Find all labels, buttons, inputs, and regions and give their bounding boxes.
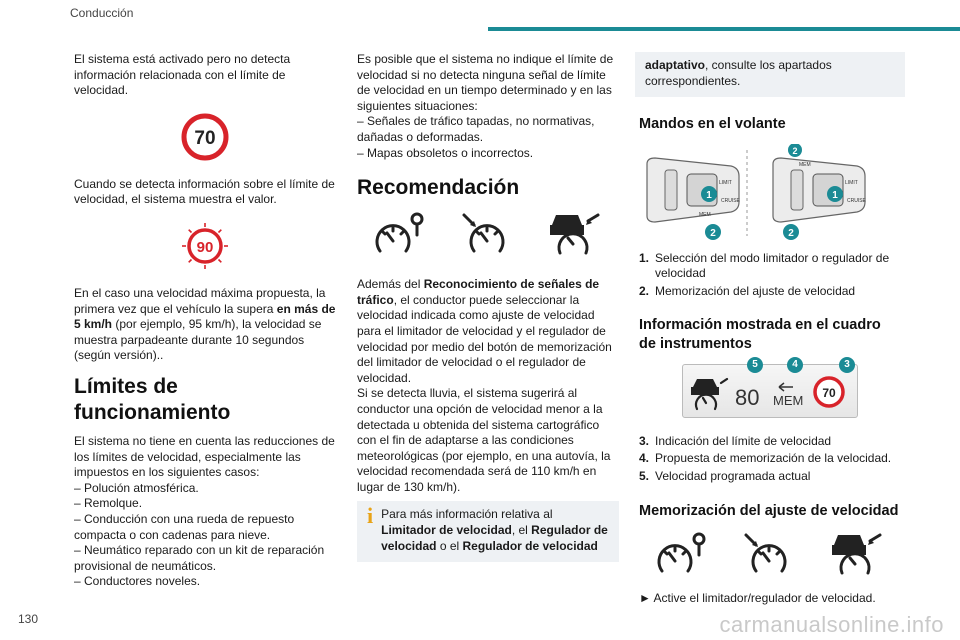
header-accent-bar — [488, 27, 960, 31]
info-box — [357, 501, 619, 562]
adaptive-cruise-icon — [546, 211, 602, 257]
marker-3: 3 — [839, 357, 855, 373]
svg-text:2: 2 — [792, 146, 798, 157]
list-item: – Mapas obsoletos o incorrectos. — [357, 145, 534, 160]
list-item: 1. Selección del modo limitador o regulador de velocidad — [639, 250, 890, 281]
marker-5: 5 — [747, 357, 763, 373]
heading-limits: Límites de funcionamiento — [74, 374, 231, 424]
cluster-list — [639, 434, 901, 485]
heading-steering-controls: Mandos en el volante — [639, 116, 786, 133]
list-item: 3. Indicación del límite de velocidad — [639, 433, 832, 448]
list-item: – Neumático reparado con un kit de reparación provisional de neumáticos. — [74, 543, 325, 573]
speed-sign-90 — [74, 222, 336, 270]
info-box-continued — [635, 52, 905, 97]
svg-text:LIMIT: LIMIT — [845, 180, 858, 187]
steering-controls-diagram — [639, 144, 901, 242]
header-section-title: Conducción — [70, 6, 134, 20]
paragraph-detected: Cuando se detecta información sobre el límite de velocidad, el sistema muestra el valor. — [74, 176, 335, 207]
svg-text:CRUISE: CRUISE — [847, 198, 866, 205]
heading-memorization: Memorización del ajuste de velocidad — [639, 503, 899, 520]
list-item: – Conducción con una rueda de repuesto compacta o con cadenas para nieve. — [74, 511, 295, 542]
page-number: 130 — [18, 612, 39, 626]
svg-text:2: 2 — [710, 228, 716, 240]
svg-text:CRUISE: CRUISE — [721, 198, 740, 205]
svg-text:1: 1 — [832, 190, 838, 202]
column-1 — [74, 52, 336, 590]
svg-text:1: 1 — [706, 190, 712, 202]
paragraph-flashing: En el caso una velocidad máxima propuesta, la primera vez que el vehículo la supera en más de 5 km/h (por ejemplo, 95 km/h), la velocidad se muestra parpadeante durante 10 segundos (según versión).. — [74, 285, 336, 363]
speedometer-cruise-icon — [742, 531, 794, 577]
paragraph-recommendation: Además del Reconocimiento de señales de tráfico, el conductor puede seleccionar la velocidad indicada como ajuste de velocidad para el limitador de velocidad y el regulador de velocidad por medio del botón de memorización del limitador de velocidad o el regulador de velocidad. — [357, 277, 612, 385]
speed-limit-flashing-icon — [181, 222, 229, 270]
speed-sign-70 — [74, 113, 336, 161]
paragraph-limits: El sistema no tiene en cuenta las reducciones de los límites de velocidad, especialmente las impuestos en los siguientes casos: — [74, 433, 335, 480]
adaptive-cruise-icon — [828, 531, 884, 577]
controls-list — [639, 251, 901, 300]
steering-stalk-right — [773, 144, 867, 240]
svg-text:2: 2 — [788, 228, 794, 240]
list-item: 2. Memorización del ajuste de velocidad — [639, 283, 856, 298]
svg-text:LIMIT: LIMIT — [719, 180, 732, 187]
speedometer-limiter-icon — [374, 211, 426, 257]
list-item: – Remolque. — [74, 496, 143, 511]
paragraph-no-indication: Es posible que el sistema no indique el límite de velocidad si no detecta ninguna señal de límite de velocidad en un tiempo determinado y en las siguientes situaciones: — [357, 52, 614, 113]
limit-cases-list — [74, 481, 336, 590]
list-item: – Señales de tráfico tapadas, no normativas, dañadas o deformadas. — [357, 114, 595, 144]
list-item: – Polución atmosférica. — [74, 480, 199, 495]
cluster-speed: 80 — [735, 384, 760, 410]
sign-90-value: 90 — [196, 238, 214, 256]
marker-4: 4 — [787, 357, 803, 373]
info-icon: i — [367, 503, 374, 529]
memorization-icons — [639, 531, 901, 577]
watermark: carmanualsonline.info — [719, 612, 944, 637]
heading-recommendation: Recomendación — [357, 176, 520, 200]
info-text-continued: adaptativo, consulte los apartados correspondientes. — [645, 58, 832, 88]
list-item: 4. Propuesta de memorización de la velocidad. — [639, 451, 892, 466]
info-text: Para más información relativa al Limitador de velocidad, el Regulador de velocidad o el Regulador de velocidad — [381, 507, 608, 553]
speedometer-cruise-icon — [460, 211, 512, 257]
speed-limit-sign-icon — [181, 113, 229, 161]
paragraph-no-info: El sistema está activado pero no detecta información relacionada con el límite de velocidad. — [74, 52, 291, 98]
list-item: 5. Velocidad programada actual — [639, 468, 811, 483]
svg-text:MEM: MEM — [699, 212, 711, 219]
cluster-limit: 70 — [822, 385, 836, 400]
column-3 — [639, 52, 901, 607]
instrument-cluster-display — [682, 358, 858, 418]
paragraph-rain: Si se detecta lluvia, el sistema sugerirá al conductor una opción de velocidad menor a la detectada u obtenida del sistema cartográfico con el fin de adaptarse a las condiciones meteorológicas (por ejemplo, en una autovía, la velocidad recomendada será de 110 km/h en lugar de 130 km/h). — [357, 386, 611, 494]
steering-stalk-left — [647, 150, 747, 240]
speedometer-limiter-icon — [656, 531, 708, 577]
svg-text:MEM: MEM — [799, 162, 811, 169]
heading-cluster-info: Información mostrada en el cuadro de instrumentos — [639, 316, 881, 352]
column-2 — [357, 52, 619, 562]
step-activate: ► Active el limitador/regulador de velocidad. — [639, 591, 876, 606]
list-item: – Conductores noveles. — [74, 574, 201, 589]
sign-70-value: 70 — [194, 127, 216, 149]
cluster-mem: MEM — [773, 392, 804, 408]
recommendation-icons — [357, 211, 619, 257]
